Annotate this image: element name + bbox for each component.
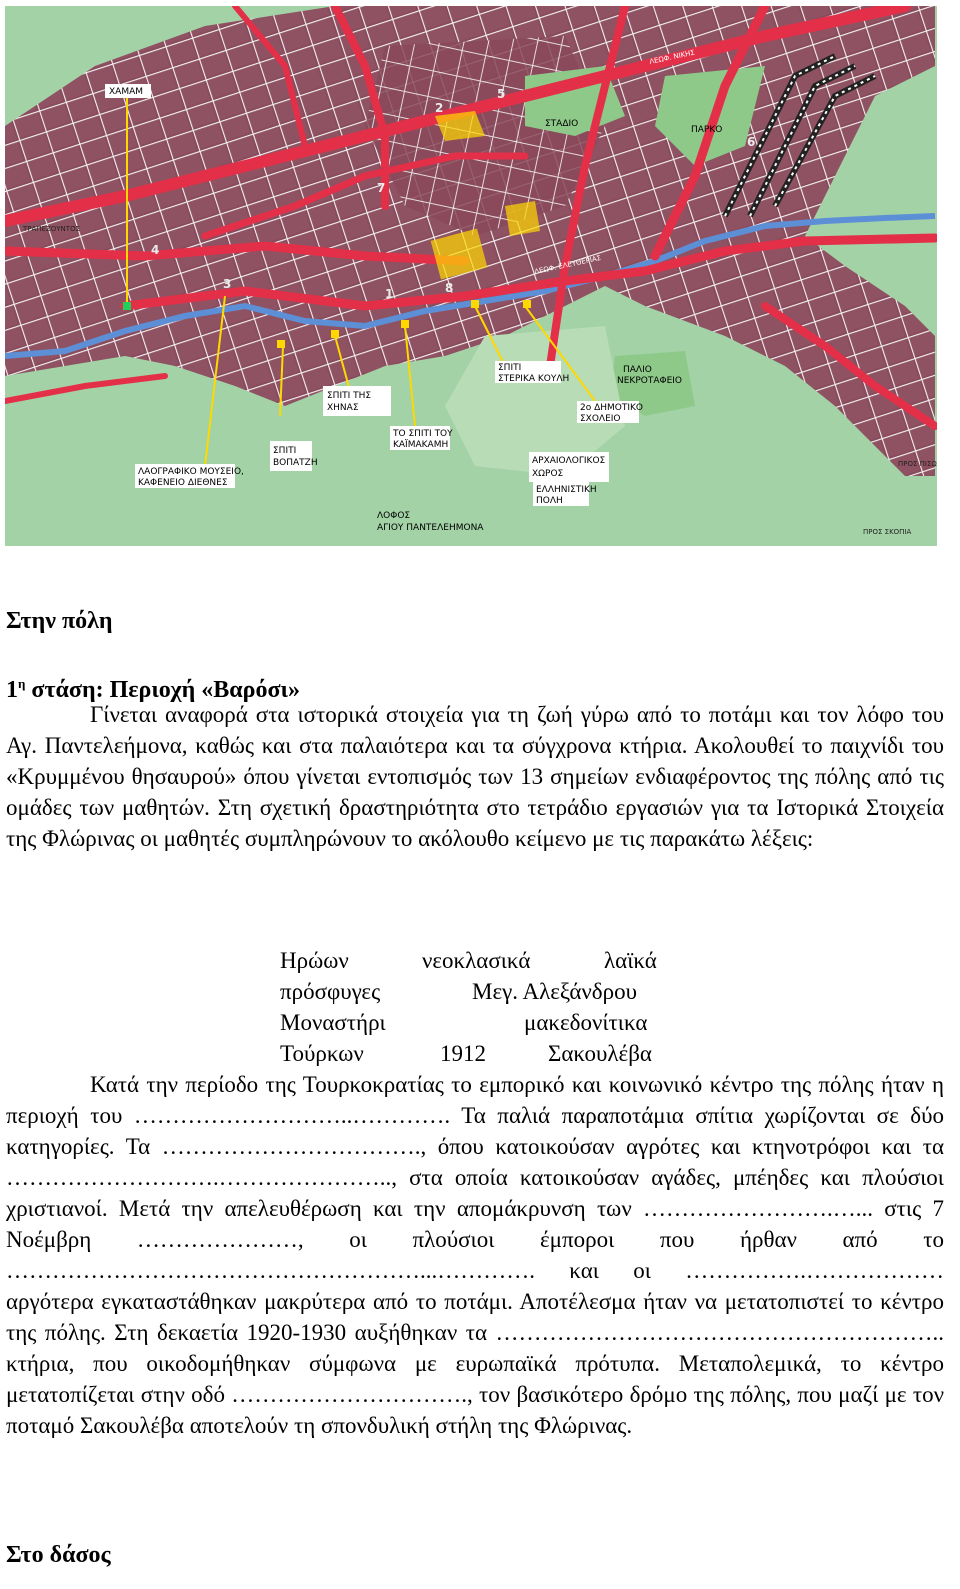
word-laika: λαϊκά <box>604 948 657 973</box>
svg-text:ΠΟΛΗ: ΠΟΛΗ <box>536 496 563 506</box>
word-prosfyges: πρόσφυγες <box>280 979 381 1004</box>
label-elefth: ΛΕΩΦ. ΕΛΕΥΘΕΡΙΑΣ <box>533 254 602 276</box>
svg-text:5: 5 <box>497 87 506 101</box>
svg-text:7: 7 <box>377 181 386 195</box>
svg-text:ΚΑΪΜΑΚΑΜΗ: ΚΑΪΜΑΚΑΜΗ <box>393 440 449 450</box>
word-makedonitika: μακεδονίτικα <box>524 1010 648 1035</box>
stop-number: 1 <box>6 677 18 703</box>
stop-title: στάση: Περιοχή «Βαρόσι» <box>25 677 300 703</box>
label-trapezountos: ΤΡΑΠΕΖΟΥΝΤΟΣ <box>23 225 80 233</box>
word-neoklasika: νεοκλασικά <box>422 948 531 973</box>
label-archaeo: ΑΡΧΑΙΟΛΟΓΙΚΟΣ <box>532 456 606 466</box>
label-old-cemetery: ΠΑΛΙΟ <box>623 365 652 375</box>
label-nikis: ΛΕΩΦ. ΝΙΚΗΣ <box>648 48 696 66</box>
city-map <box>5 6 937 546</box>
fill-in-paragraph: Κατά την περίοδο της Τουρκοκρατίας το εμπορικό και κοινωνικό κέντρο της πόλης ήταν η περιοχή του ………………………..…………. Τα παλιά παραποτάμια σπίτια χωρίζονται σε δύο κατηγορίες. Τα ……………………………., όπου κατοικούσαν αγρότες και κτηνοτρόφοι και τα ……………………….………………….., στα οποία κατοικούσαν αγάδες, μπέηδες και πλούσιοι χριστιανοί. Μετά την απελευθέρωση και την απομάκρυνση των …………………….…... στις 7 Νοέμβρη …………………, οι πλούσιοι έμποροι που ήρθαν από το ………………………………………………...…………. και οι …………….……………… αργότερα εγκαταστάθηκαν μακρύτερα από το ποτάμι. Αποτέλεσμα ήταν να μετατοπιστεί το κέντρο της πόλης. Στη δεκαετία 1920-1930 αυξήθηκαν τα ………………………………………………….. κτήρια, που οικοδομήθηκαν σύμφωνα με ευρωπαϊκά πρότυπα. Μεταπολεμικά, το κέντρο μετατοπίζεται στην οδό …………………………., τον βασικότερο δρόμο της πόλης, που μαζί με τον ποταμό Σακουλέβα αποτελούν τη σπονδυλική στήλη της Φλώρινας. <box>6 1072 944 1438</box>
svg-text:ΝΕΚΡΟΤΑΦΕΙΟ: ΝΕΚΡΟΤΑΦΕΙΟ <box>617 376 682 386</box>
word-meg-alexandrou: Μεγ. Αλεξάνδρου <box>472 979 637 1004</box>
word-sakouleva: Σακουλέβα <box>548 1041 652 1066</box>
word-ir-on: Ηρώων <box>280 948 349 973</box>
label-park: ΠΑΡΚΟ <box>691 125 723 135</box>
svg-text:4: 4 <box>151 243 160 257</box>
label-hill: ΛΟΦΟΣ <box>377 511 411 521</box>
svg-text:3: 3 <box>223 277 232 291</box>
word-monastiri: Μοναστήρι <box>280 1010 386 1035</box>
word-tourkon: Τούρκων <box>280 1041 364 1066</box>
svg-text:ΧΗΝΑΣ: ΧΗΝΑΣ <box>327 403 359 413</box>
label-hellenistic: ΕΛΛΗΝΙΣΤΙΚΗ <box>536 485 597 495</box>
svg-text:ΣΧΟΛΕΙΟ: ΣΧΟΛΕΙΟ <box>580 414 621 424</box>
label-school: 2ο ΔΗΜΟΤΙΚΟ <box>580 403 644 413</box>
svg-text:ΒΟΠΑΤΖΗ: ΒΟΠΑΤΖΗ <box>273 458 318 468</box>
svg-text:ΣΤΑΔΙΟ: ΣΤΑΔΙΟ <box>545 119 579 129</box>
intro-paragraph: Γίνεται αναφορά στα ιστορικά στοιχεία για τη ζωή γύρω από το ποτάμι και τον λόφο του Αγ. Παντελεήμονα, καθώς και στα παλαιότερα και τα σύγχρονα κτήρια. Ακολουθεί το παιχνίδι του «Κρυμμένου θησαυρού» όπου γίνεται εντοπισμός των 13 σημείων ενδιαφέροντος της πόλης από τις ομάδες των μαθητών. Στη σχετική δραστηριότητα στο τετράδιο εργασιών για τα Ιστορικά Στοιχεία της Φλώρινας οι μαθητές συμπληρώνουν το ακόλουθο κείμενο με τις παρακάτω λέξεις: <box>6 702 944 851</box>
label-pros-pisoderi: ΠΡΟΣ ΠΙΣΩ <box>898 460 937 468</box>
svg-text:ΧΩΡΟΣ: ΧΩΡΟΣ <box>532 469 564 479</box>
svg-text:ΑΓΙΟΥ ΠΑΝΤΕΛΕΗΜΟΝΑ: ΑΓΙΟΥ ΠΑΝΤΕΛΕΗΜΟΝΑ <box>377 523 484 533</box>
label-vopatzi: ΣΠΙΤΙ <box>273 446 297 456</box>
svg-text:8: 8 <box>445 281 454 295</box>
heading-city: Στην πόλη <box>6 608 113 634</box>
word-bank <box>280 945 680 1069</box>
stop-ordinal: η <box>18 676 26 691</box>
svg-text:ΚΑΦΕΝΕΙΟ ΔΙΕΘΝΕΣ: ΚΑΦΕΝΕΙΟ ΔΙΕΘΝΕΣ <box>138 478 228 488</box>
heading-forest: Στο δάσος <box>6 1542 111 1568</box>
svg-text:1: 1 <box>385 287 394 301</box>
label-sterika: ΣΠΙΤΙ <box>498 363 522 373</box>
svg-text:6: 6 <box>747 135 756 149</box>
svg-text:ΣΤΕΡΙΚΑ ΚΟΥΛΗ: ΣΤΕΡΙΚΑ ΚΟΥΛΗ <box>498 374 570 384</box>
svg-text:2: 2 <box>435 101 444 115</box>
label-pros-skopia: ΠΡΟΣ ΣΚΟΠΙΑ <box>863 528 912 536</box>
label-xinas: ΣΠΙΤΙ ΤΗΣ <box>327 391 372 401</box>
label-kaimakami: ΤΟ ΣΠΙΤΙ ΤΟΥ <box>393 429 453 439</box>
word-1912: 1912 <box>440 1041 486 1066</box>
label-folklore: ΛΑΟΓΡΑΦΙΚΟ ΜΟΥΣΕΙΟ, <box>138 467 244 477</box>
label-hamam: ΧΑΜΑΜ <box>109 87 144 97</box>
